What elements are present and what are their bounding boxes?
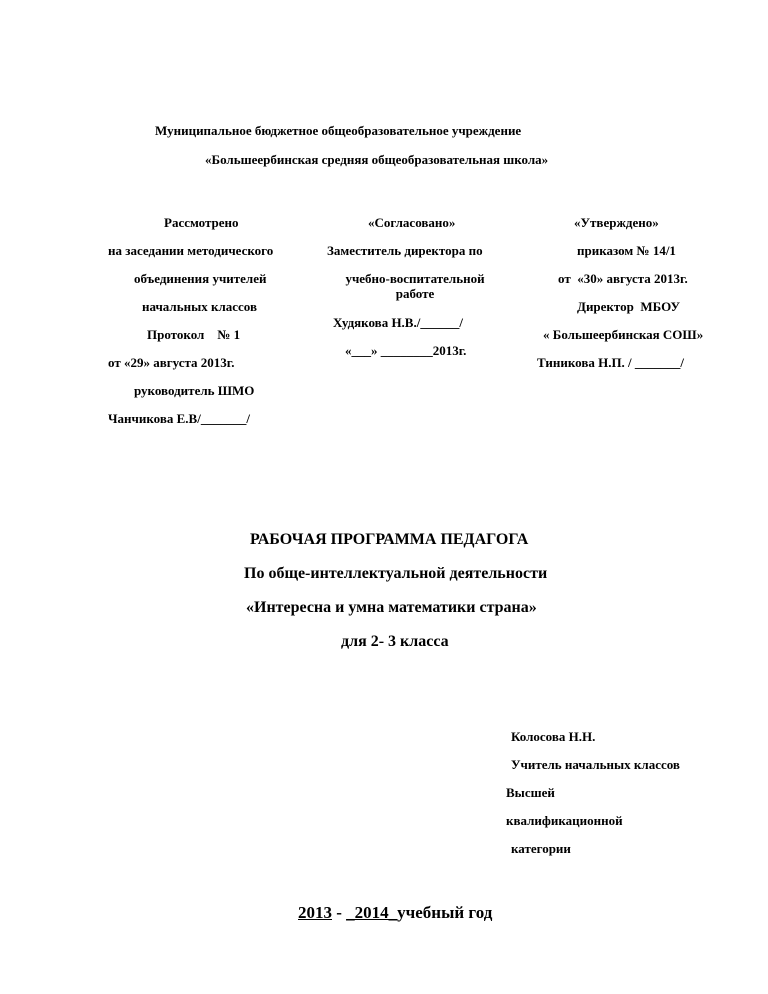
protocol-number: Протокол № 1 [147, 327, 241, 342]
author-category: квалификационной [506, 813, 623, 828]
year-end: _2014_ [346, 903, 398, 922]
approved-date: от «30» августа 2013г. [558, 271, 688, 286]
reviewed-heading: Рассмотрено [164, 215, 239, 230]
author-category: категории [511, 841, 571, 856]
reviewed-signature: Чанчикова Е.В/_______/ [108, 411, 250, 426]
agreed-line: Заместитель директора по [327, 243, 483, 258]
reviewed-line: на заседании методического [108, 243, 274, 258]
school-type-line: Муниципальное бюджетное общеобразовательное учреждение [155, 123, 522, 138]
year-label: учебный год [397, 903, 493, 922]
reviewed-line: объединения учителей [134, 271, 267, 286]
program-grade: для 2- 3 класса [341, 633, 449, 650]
school-name-line: «Большеербинская средняя общеобразовательная школа» [205, 152, 549, 167]
agreed-signature: Худякова Н.В./______/ [333, 315, 463, 330]
reviewed-line: начальных классов [142, 299, 257, 314]
approved-order: приказом № 14/1 [577, 243, 676, 258]
approved-line: Директор МБОУ [577, 299, 681, 314]
approved-signature: Тиникова Н.П. / _______/ [537, 355, 685, 370]
reviewed-date: от «29» августа 2013г. [108, 355, 235, 370]
agreed-heading: «Согласовано» [368, 215, 456, 230]
year-start: 2013 [298, 903, 332, 922]
author-category: Высшей [506, 785, 555, 800]
agreed-line: работе [395, 286, 435, 301]
agreed-line: учебно-воспитательной [345, 271, 485, 286]
author-position: Учитель начальных классов [511, 757, 680, 772]
author-name: Колосова Н.Н. [511, 729, 596, 744]
agreed-date: «___» ________2013г. [345, 343, 467, 358]
reviewed-line: руководитель ШМО [134, 383, 255, 398]
program-title: РАБОЧАЯ ПРОГРАММА ПЕДАГОГА [250, 531, 529, 548]
program-subtitle: По обще-интеллектуальной деятельности [244, 565, 548, 582]
approved-heading: «Утверждено» [574, 215, 659, 230]
academic-year [298, 903, 492, 923]
approved-line: « Большеербинская СОШ» [543, 327, 704, 342]
year-dash: - [332, 903, 347, 922]
program-name: «Интересна и умна математики страна» [246, 599, 537, 616]
